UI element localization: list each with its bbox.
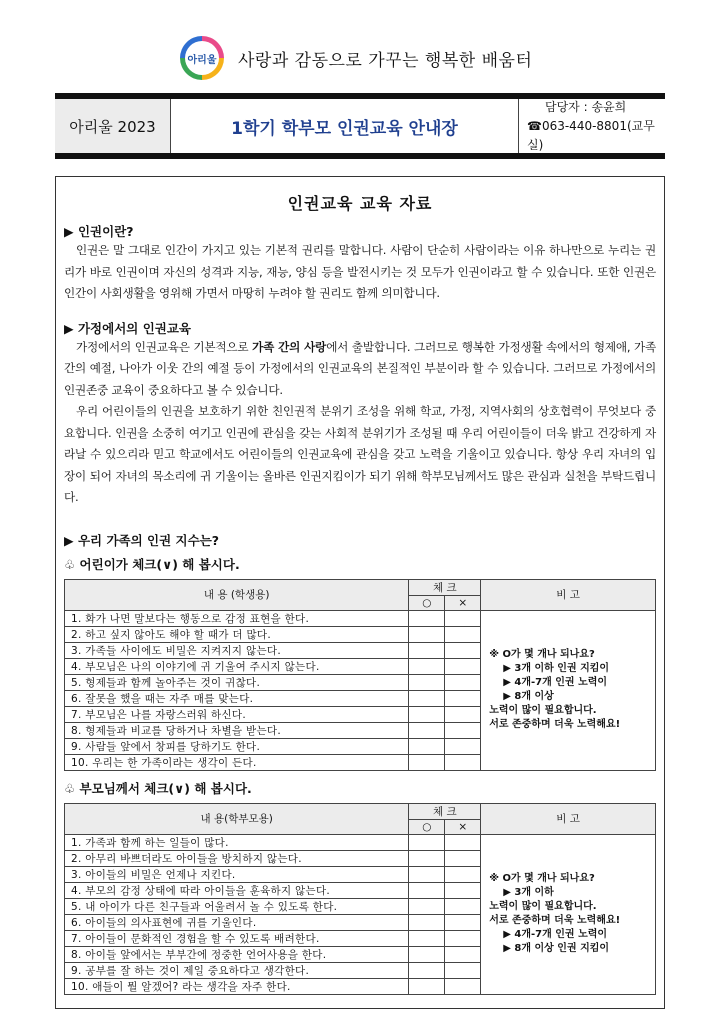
child-check-o-cell[interactable]: [409, 674, 445, 690]
child-check-x-cell[interactable]: [445, 738, 481, 754]
header-bar: [55, 93, 665, 159]
parent-check-x-cell[interactable]: [445, 850, 481, 866]
child-check-o-cell[interactable]: [409, 610, 445, 626]
child-item: 4. 부모님은 나의 이야기에 귀 기울여 주시지 않는다.: [65, 658, 409, 674]
logo-text: 아리울: [185, 41, 219, 75]
child-item: 9. 사람들 앞에서 창피를 당하기도 한다.: [65, 738, 409, 754]
parent-check-o-cell[interactable]: [409, 930, 445, 946]
child-col-check: 체 크: [409, 579, 481, 595]
parent-check-o-cell[interactable]: [409, 866, 445, 882]
school-logo: [180, 36, 224, 80]
child-check-x-cell[interactable]: [445, 658, 481, 674]
parent-check-o-cell[interactable]: [409, 834, 445, 850]
child-col-note: 비 고: [481, 579, 656, 610]
section-heading-home-education: ▶ 가정에서의 인권교육: [64, 320, 191, 336]
paragraph-home-education-2: 우리 어린이들의 인권을 보호하기 위한 친인권적 분위기 조성을 위해 학교, 가정, 지역사회의 상호협력이 무엇보다 중요합니다. 인권을 소중히 여기고 인권에 관심을 갖는 사회적 분위기가 조성될 때 우리 어린이들이 더욱 밝고 건강하게 자라날 수 있으리라 믿고 학교에서도 어린이들의 인권교육에 관심을 갖고 노력을 기울이고 있습니다. 항상 우리 자녀의 입장이 되어 자녀의 목소리에 귀 기울이는 올바른 인권지킴이가 되기 위해 학부모님께서도 많은 관심과 실천을 부탁드립니다.: [64, 404, 656, 504]
parent-item: 2. 아무리 바쁘더라도 아이들을 방치하지 않는다.: [65, 850, 409, 866]
parent-check-x-cell[interactable]: [445, 962, 481, 978]
parent-check-x-cell[interactable]: [445, 898, 481, 914]
child-check-o-cell[interactable]: [409, 706, 445, 722]
child-check-o-cell[interactable]: [409, 722, 445, 738]
section-heading-human-rights: ▶ 인권이란?: [64, 224, 134, 239]
parent-check-x-cell[interactable]: [445, 834, 481, 850]
child-col-x: ×: [445, 595, 481, 610]
child-item: 5. 형제들과 함께 놀아주는 것이 귀찮다.: [65, 674, 409, 690]
parent-col-check: 체 크: [409, 803, 481, 819]
child-check-heading: ♧ 어린이가 체크(∨) 해 봅시다.: [64, 556, 240, 572]
child-check-o-cell[interactable]: [409, 658, 445, 674]
parent-item: 10. 애들이 뭘 알겠어? 라는 생각을 자주 한다.: [65, 978, 409, 994]
parent-check-x-cell[interactable]: [445, 930, 481, 946]
child-col-content: 내 용 (학생용): [65, 579, 409, 610]
parent-check-o-cell[interactable]: [409, 850, 445, 866]
parent-item: 3. 아이들의 비밀은 언제나 지킨다.: [65, 866, 409, 882]
parent-check-x-cell[interactable]: [445, 978, 481, 994]
child-item: 3. 가족들 사이에도 비밀은 지켜지지 않는다.: [65, 642, 409, 658]
child-check-o-cell[interactable]: [409, 642, 445, 658]
year-label: 아리울 2023: [55, 99, 170, 153]
parent-check-o-cell[interactable]: [409, 978, 445, 994]
paragraph-human-rights: 인권은 말 그대로 인간이 가지고 있는 기본적 권리를 말합니다. 사람이 단순히 사람이라는 이유 하나만으로 누리는 권리가 바로 인권이며 자신의 성격과 지능, 재능, 양심 등을 발전시키는 것 모두가 인권이라고 할 수 있습니다. 또한 인권은 인간이 사회생활을 영위해 가면서 마땅히 누려야 할 권리도 함께 의미합니다.: [64, 243, 656, 300]
parent-item: 4. 부모의 감정 상태에 따라 아이들을 훈육하지 않는다.: [65, 882, 409, 898]
parent-check-o-cell[interactable]: [409, 962, 445, 978]
parent-item: 5. 내 아이가 다른 친구들과 어울려서 놀 수 있도록 한다.: [65, 898, 409, 914]
parent-check-o-cell[interactable]: [409, 898, 445, 914]
child-check-o-cell[interactable]: [409, 754, 445, 770]
child-check-o-cell[interactable]: [409, 690, 445, 706]
parent-item: 1. 가족과 함께 하는 일들이 많다.: [65, 834, 409, 850]
parent-check-x-cell[interactable]: [445, 914, 481, 930]
parent-item: 7. 아이들이 문화적인 경험을 할 수 있도록 배려한다.: [65, 930, 409, 946]
parent-item: 6. 아이들의 의사표현에 귀를 기울인다.: [65, 914, 409, 930]
child-check-x-cell[interactable]: [445, 754, 481, 770]
parent-check-table: [64, 803, 656, 995]
contact-info: [519, 99, 665, 153]
content-box: [55, 176, 665, 1009]
parent-item: 8. 아이들 앞에서는 부부간에 정중한 언어사용을 한다.: [65, 946, 409, 962]
parent-check-o-cell[interactable]: [409, 946, 445, 962]
parent-item: 9. 공부를 잘 하는 것이 제일 중요하다고 생각한다.: [65, 962, 409, 978]
child-check-x-cell[interactable]: [445, 722, 481, 738]
parent-col-x: ×: [445, 819, 481, 834]
owner-name: 담당자 : 송윤희: [545, 99, 627, 114]
parent-check-heading: ♧ 부모님께서 체크(∨) 해 봅시다.: [64, 780, 252, 796]
phone-number: ☎063-440-8801(교무실): [527, 118, 655, 152]
child-check-x-cell[interactable]: [445, 706, 481, 722]
parent-col-content: 내 용(학부모용): [65, 803, 409, 834]
document-title: 1학기 학부모 인권교육 안내장: [170, 99, 519, 153]
parent-check-x-cell[interactable]: [445, 946, 481, 962]
child-item: 2. 하고 싶지 않아도 해야 할 때가 더 많다.: [65, 626, 409, 642]
child-check-x-cell[interactable]: [445, 626, 481, 642]
logo-ring-icon: [180, 36, 224, 80]
child-item: 10. 우리는 한 가족이라는 생각이 든다.: [65, 754, 409, 770]
child-col-o: ○: [409, 595, 445, 610]
parent-col-o: ○: [409, 819, 445, 834]
child-check-x-cell[interactable]: [445, 674, 481, 690]
section-heading-family-index: ▶ 우리 가족의 인권 지수는?: [64, 532, 220, 548]
parent-check-x-cell[interactable]: [445, 882, 481, 898]
emphasis-family-love: 가족 간의 사랑: [252, 339, 327, 354]
parent-col-note: 비 고: [481, 803, 656, 834]
child-check-x-cell[interactable]: [445, 610, 481, 626]
child-check-x-cell[interactable]: [445, 690, 481, 706]
material-title: 인권교육 교육 자료: [287, 194, 433, 213]
child-item: 1. 화가 나면 말보다는 행동으로 감정 표현을 한다.: [65, 610, 409, 626]
parent-note: ※ O가 몇 개나 되나요? ▶ 3개 이하 노력이 많이 필요합니다. 서로 존중하며 더욱 노력해요! ▶ 4개-7개 인권 노력이 ▶ 8개 이상 인권 지킴이: [481, 834, 656, 994]
child-check-o-cell[interactable]: [409, 626, 445, 642]
child-item: 7. 부모님은 나를 자랑스러워 하신다.: [65, 706, 409, 722]
parent-check-o-cell[interactable]: [409, 914, 445, 930]
child-item: 6. 잘못을 했을 때는 자주 매를 맞는다.: [65, 690, 409, 706]
paragraph-home-education-1: 가정에서의 인권교육은 기본적으로 가족 간의 사랑에서 출발합니다. 그러므로 행복한 가정생활 속에서의 형제애, 가족 간의 예절, 나아가 이웃 간의 예절 등이 가정에서의 인권교육의 본질적인 부분이라 할 수 있습니다. 그러므로 가정에서의 인권존중 교육이 중요하다고 볼 수 있습니다.: [64, 339, 657, 397]
child-check-table: [64, 579, 656, 771]
child-item: 8. 형제들과 비교를 당하거나 차별을 받는다.: [65, 722, 409, 738]
child-check-o-cell[interactable]: [409, 738, 445, 754]
parent-check-o-cell[interactable]: [409, 882, 445, 898]
school-slogan: 사랑과 감동으로 가꾸는 행복한 배움터: [238, 51, 533, 71]
parent-check-x-cell[interactable]: [445, 866, 481, 882]
child-check-x-cell[interactable]: [445, 642, 481, 658]
child-note: ※ O가 몇 개나 되나요? ▶ 3개 이하 인권 지킴이 ▶ 4개-7개 인권 노력이 ▶ 8개 이상 노력이 많이 필요합니다. 서로 존중하며 더욱 노력해요!: [481, 610, 656, 770]
